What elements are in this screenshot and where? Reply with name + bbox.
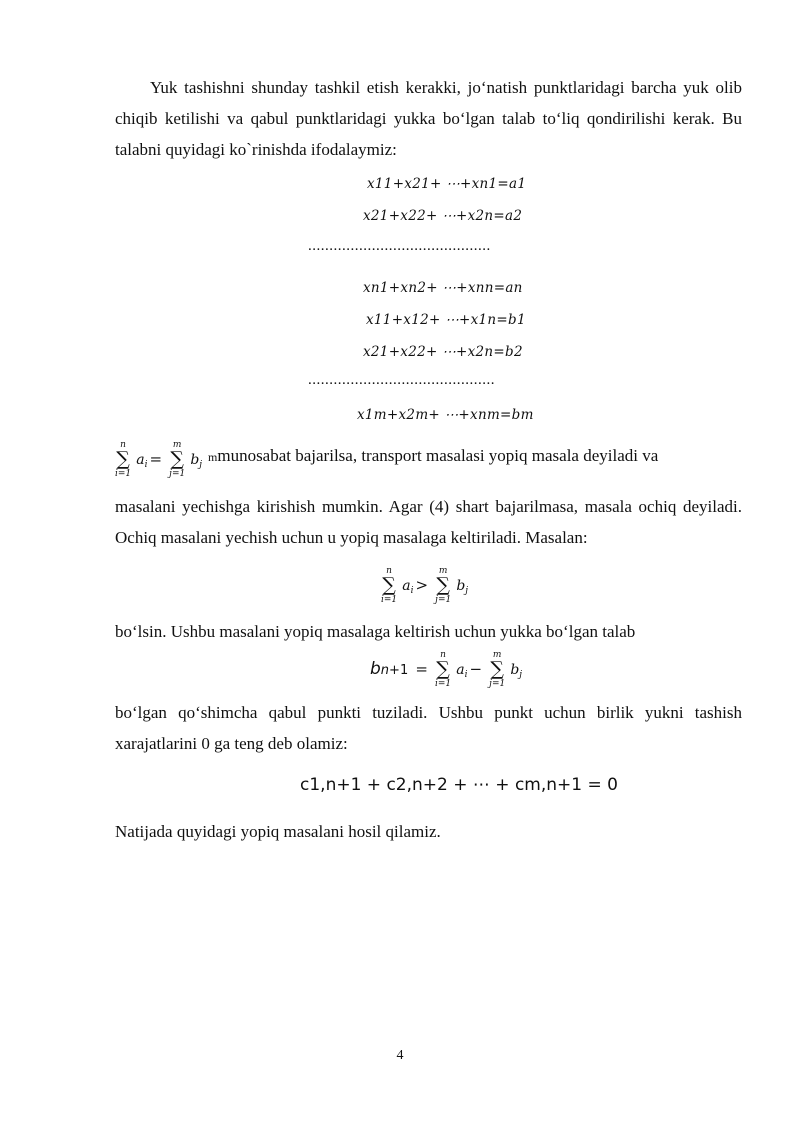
equation-4: x11+x12+ ⋯+x1n=b1 (366, 312, 526, 328)
paragraph-extra-point: bo‘lgan qo‘shimcha qabul punkti tuziladi. Ushbu punkt uchun birlik yukni tashish xarajatlarini 0 ga teng deb olamiz: (115, 703, 742, 753)
paragraph-open-problem: masalani yechishga kirishish mumkin. Agar (4) shart bajarilmasa, masala ochiq deyiladi. Ochiq masalani yechish uchun u yopiq masalaga keltiriladi. Masalan: (115, 497, 742, 547)
page-number: 4 (396, 1048, 404, 1063)
equation-3: xn1+xn2+ ⋯+xnn=an (363, 280, 523, 296)
paragraph-assume: bo‘lsin. Ushbu masalani yopiq masalaga keltirish uchun yukka bo‘lgan talab (115, 622, 636, 641)
balance-condition-formula: n ∑ i=1 $a_i$ = m ∑ j=1 $b_j$ (115, 440, 203, 479)
ellipsis-row-2: ............................................ (308, 372, 495, 388)
paragraph-balance: mmunosabat bajarilsa, transport masalasi yopiq masala deyiladi va (208, 446, 659, 465)
equation-6: x1m+x2m+ ⋯+xnm=bm (357, 407, 534, 423)
inequality-formula: n ∑ i=1 $a_i$ > m ∑ j=1 $b_j$ (381, 566, 469, 605)
extra-demand-formula: bn+1 = n ∑ i=1 $a_i$ − m ∑ j=1 $b_j$ (370, 650, 523, 689)
ellipsis-row-1: ........................................... (308, 238, 491, 254)
paragraph-result: Natijada quyidagi yopiq masalani hosil qilamiz. (115, 822, 441, 841)
equation-1: x11+x21+ ⋯+xn1=a1 (367, 176, 527, 192)
equation-5: x21+x22+ ⋯+x2n=b2 (363, 344, 523, 360)
zero-cost-formula: c1,n+1 + c2,n+2 + ⋯ + cm,n+1 = 0 (300, 775, 618, 795)
equation-2: x21+x22+ ⋯+x2n=a2 (363, 208, 523, 224)
paragraph-intro: Yuk tashishni shunday tashkil etish kerakki, jo‘natish punktlaridagi barcha yuk olib chiqib ketilishi va qabul punktlaridagi yukka bo‘lgan talab to‘liq qondirilishi kerak. Bu talabni quyidagi ko`rinishda ifodalaymiz: (115, 78, 742, 159)
sum-marker: m (208, 450, 218, 464)
